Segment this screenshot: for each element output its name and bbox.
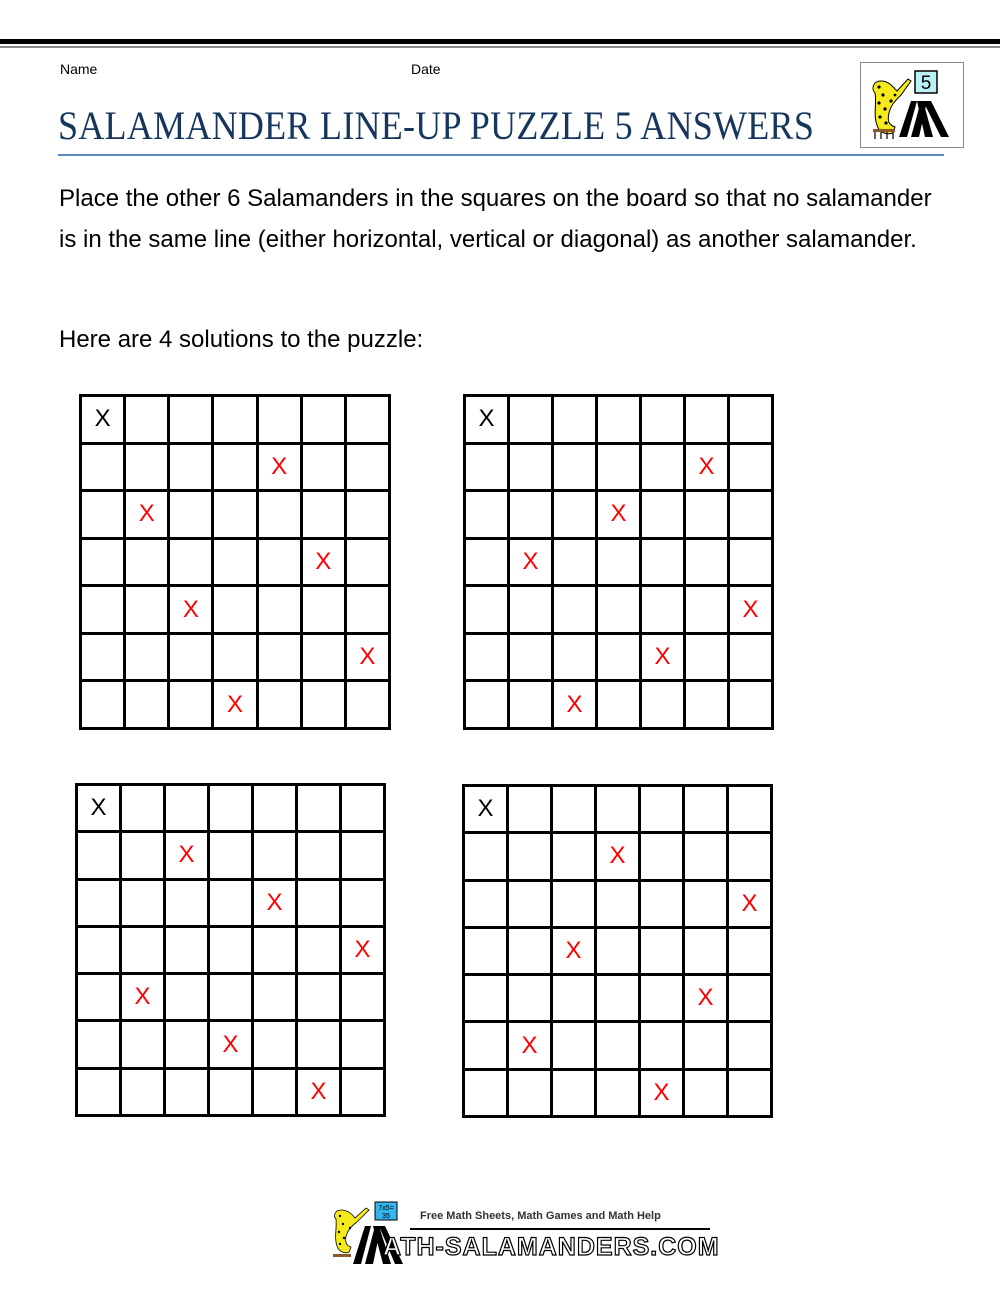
board-cell xyxy=(641,538,685,586)
board-row xyxy=(81,681,390,729)
board-cell xyxy=(596,786,640,833)
answer-salamander-mark: X xyxy=(597,491,641,539)
board-cell xyxy=(465,538,509,586)
board-cell xyxy=(81,538,125,586)
board-cell xyxy=(341,785,385,832)
svg-text:7x5=: 7x5= xyxy=(378,1205,394,1212)
board-cell xyxy=(165,926,209,973)
board-cell xyxy=(552,975,596,1022)
name-label: Name xyxy=(60,61,98,77)
footer-tagline: Free Math Sheets, Math Games and Math Help xyxy=(420,1210,661,1222)
board-cell xyxy=(341,1021,385,1068)
board-cell xyxy=(508,833,552,880)
board-cell xyxy=(81,633,125,681)
board-cell xyxy=(297,785,341,832)
puzzle-board-2 xyxy=(463,394,774,730)
board-cell xyxy=(297,832,341,879)
board-cell xyxy=(77,879,121,926)
board-cell xyxy=(508,927,552,974)
instructions-paragraph: Place the other 6 Salamanders in the squares on the board so that no salamander is in the same line (either horizontal, vertical or diagonal) as another salamander. xyxy=(59,185,932,253)
board-cell xyxy=(121,785,165,832)
answer-salamander-mark: X xyxy=(509,538,553,586)
board-cell xyxy=(169,396,213,444)
board-cell xyxy=(465,586,509,634)
board-cell xyxy=(509,681,553,729)
board-cell xyxy=(596,1022,640,1069)
board-cell xyxy=(729,538,773,586)
board-row xyxy=(81,443,390,491)
answer-salamander-mark: X xyxy=(552,927,596,974)
board-cell xyxy=(685,586,729,634)
board-cell xyxy=(684,880,728,927)
board-cell xyxy=(464,975,508,1022)
board-cell xyxy=(464,927,508,974)
board-cell xyxy=(253,1021,297,1068)
board-row xyxy=(77,1021,385,1068)
board-cell xyxy=(345,538,389,586)
board-cell xyxy=(553,586,597,634)
board-row xyxy=(465,633,773,681)
board-cell xyxy=(464,1069,508,1116)
board-cell xyxy=(464,880,508,927)
board-cell xyxy=(169,633,213,681)
board-cell xyxy=(297,974,341,1021)
board-cell xyxy=(641,586,685,634)
board-cell xyxy=(165,1021,209,1068)
board-cell xyxy=(121,1068,165,1115)
board-cell xyxy=(165,974,209,1021)
board-row xyxy=(77,1068,385,1115)
board-row xyxy=(465,586,773,634)
board-cell xyxy=(641,396,685,444)
board-cell xyxy=(685,681,729,729)
board-cell xyxy=(253,926,297,973)
board-cell xyxy=(641,443,685,491)
board-cell xyxy=(552,880,596,927)
answer-salamander-mark: X xyxy=(257,443,301,491)
answer-salamander-mark: X xyxy=(121,974,165,1021)
board-cell xyxy=(209,926,253,973)
board-cell xyxy=(125,443,169,491)
board-row xyxy=(81,396,390,444)
puzzle-board-4 xyxy=(462,784,773,1118)
page-title: SALAMANDER LINE-UP PUZZLE 5 ANSWERS xyxy=(58,103,815,148)
board-cell xyxy=(553,538,597,586)
board-cell xyxy=(213,586,257,634)
board-cell xyxy=(553,491,597,539)
board-cell xyxy=(729,396,773,444)
board-cell xyxy=(509,443,553,491)
board-cell xyxy=(341,879,385,926)
board-row xyxy=(81,586,390,634)
puzzle-board-3 xyxy=(75,783,386,1117)
answer-salamander-mark: X xyxy=(684,975,728,1022)
board-cell xyxy=(297,926,341,973)
board-row xyxy=(464,927,772,974)
board-row xyxy=(464,833,772,880)
board-cell xyxy=(552,1022,596,1069)
puzzle-board-1 xyxy=(79,394,391,730)
board-row xyxy=(465,396,773,444)
board-cell xyxy=(508,880,552,927)
svg-text:5: 5 xyxy=(920,73,932,94)
title-underline xyxy=(58,154,944,156)
board-cell xyxy=(509,586,553,634)
board-cell xyxy=(597,633,641,681)
given-salamander-mark: X xyxy=(77,785,121,832)
board-cell xyxy=(596,927,640,974)
board-cell xyxy=(77,832,121,879)
board-cell xyxy=(345,396,389,444)
board-cell xyxy=(552,833,596,880)
board-cell xyxy=(729,443,773,491)
board-cell xyxy=(77,974,121,1021)
board-cell xyxy=(508,1069,552,1116)
board-row xyxy=(77,785,385,832)
board-row xyxy=(464,786,772,833)
board-row xyxy=(77,974,385,1021)
board-cell xyxy=(213,538,257,586)
board-cell xyxy=(465,443,509,491)
board-cell xyxy=(301,586,345,634)
board-cell xyxy=(597,538,641,586)
answer-salamander-mark: X xyxy=(209,1021,253,1068)
given-salamander-mark: X xyxy=(81,396,125,444)
board-cell xyxy=(597,681,641,729)
board-cell xyxy=(209,785,253,832)
answer-salamander-mark: X xyxy=(345,633,389,681)
board-cell xyxy=(552,786,596,833)
board-cell xyxy=(169,681,213,729)
answer-salamander-mark: X xyxy=(341,926,385,973)
board-cell xyxy=(597,396,641,444)
date-label: Date xyxy=(411,61,441,77)
board-row xyxy=(464,880,772,927)
board-cell xyxy=(121,1021,165,1068)
board-cell xyxy=(640,1022,684,1069)
board-row xyxy=(465,491,773,539)
board-cell xyxy=(728,927,772,974)
board-cell xyxy=(345,443,389,491)
board-cell xyxy=(640,786,684,833)
board-cell xyxy=(597,586,641,634)
given-salamander-mark: X xyxy=(465,396,509,444)
answer-salamander-mark: X xyxy=(508,1022,552,1069)
board-cell xyxy=(209,974,253,1021)
board-row xyxy=(77,926,385,973)
board-cell xyxy=(257,681,301,729)
board-cell xyxy=(684,786,728,833)
board-cell xyxy=(345,491,389,539)
given-salamander-mark: X xyxy=(464,786,508,833)
board-cell xyxy=(553,633,597,681)
board-cell xyxy=(596,975,640,1022)
board-cell xyxy=(301,633,345,681)
answer-salamander-mark: X xyxy=(213,681,257,729)
board-cell xyxy=(81,443,125,491)
board-cell xyxy=(213,633,257,681)
answer-salamander-mark: X xyxy=(596,833,640,880)
board-cell xyxy=(81,491,125,539)
board-cell xyxy=(685,396,729,444)
board-cell xyxy=(509,491,553,539)
board-cell xyxy=(165,1068,209,1115)
board-cell xyxy=(509,396,553,444)
board-cell xyxy=(77,1068,121,1115)
board-cell xyxy=(728,975,772,1022)
board-row xyxy=(81,633,390,681)
board-row xyxy=(465,538,773,586)
board-cell xyxy=(253,974,297,1021)
board-cell xyxy=(597,443,641,491)
board-cell xyxy=(464,1022,508,1069)
board-cell xyxy=(257,633,301,681)
board-cell xyxy=(728,1069,772,1116)
board-cell xyxy=(685,538,729,586)
footer-logo xyxy=(325,1200,720,1270)
board-cell xyxy=(209,832,253,879)
board-cell xyxy=(509,633,553,681)
board-cell xyxy=(165,879,209,926)
board-cell xyxy=(729,681,773,729)
board-cell xyxy=(77,926,121,973)
board-cell xyxy=(685,633,729,681)
board-cell xyxy=(508,975,552,1022)
board-cell xyxy=(301,443,345,491)
board-cell xyxy=(213,396,257,444)
board-row xyxy=(464,1022,772,1069)
board-cell xyxy=(465,681,509,729)
board-row xyxy=(465,681,773,729)
salamander-easel-icon xyxy=(861,63,963,147)
board-row xyxy=(81,538,390,586)
board-cell xyxy=(81,681,125,729)
board-cell xyxy=(125,396,169,444)
board-cell xyxy=(641,681,685,729)
board-cell xyxy=(301,491,345,539)
board-cell xyxy=(169,491,213,539)
top-rule xyxy=(0,39,1000,44)
answer-salamander-mark: X xyxy=(729,586,773,634)
board-row xyxy=(81,491,390,539)
board-cell xyxy=(81,586,125,634)
board-cell xyxy=(253,1068,297,1115)
svg-text:35: 35 xyxy=(382,1213,390,1220)
solutions-intro: Here are 4 solutions to the puzzle: xyxy=(59,326,424,353)
footer-site-name[interactable]: ATH-SALAMANDERS.COM xyxy=(383,1233,720,1261)
board-cell xyxy=(169,443,213,491)
board-cell xyxy=(641,491,685,539)
board-cell xyxy=(301,681,345,729)
salamander-logo xyxy=(860,62,964,148)
board-cell xyxy=(125,633,169,681)
board-cell xyxy=(684,1022,728,1069)
board-cell xyxy=(125,681,169,729)
board-cell xyxy=(169,538,213,586)
board-cell xyxy=(728,786,772,833)
answer-salamander-mark: X xyxy=(640,1069,684,1116)
board-row xyxy=(464,975,772,1022)
board-cell xyxy=(465,633,509,681)
board-cell xyxy=(253,832,297,879)
answer-salamander-mark: X xyxy=(553,681,597,729)
board-cell xyxy=(345,586,389,634)
board-cell xyxy=(640,880,684,927)
board-row xyxy=(465,443,773,491)
board-cell xyxy=(341,1068,385,1115)
board-cell xyxy=(728,833,772,880)
board-cell xyxy=(165,785,209,832)
board-cell xyxy=(553,396,597,444)
board-cell xyxy=(640,833,684,880)
board-cell xyxy=(297,879,341,926)
board-cell xyxy=(728,1022,772,1069)
board-cell xyxy=(553,443,597,491)
answer-salamander-mark: X xyxy=(165,832,209,879)
board-cell xyxy=(596,880,640,927)
board-cell xyxy=(729,491,773,539)
board-cell xyxy=(121,926,165,973)
answer-salamander-mark: X xyxy=(297,1068,341,1115)
board-row xyxy=(77,832,385,879)
answer-salamander-mark: X xyxy=(253,879,297,926)
board-cell xyxy=(209,879,253,926)
top-rule-thin xyxy=(0,46,1000,48)
board-cell xyxy=(640,927,684,974)
board-cell xyxy=(257,491,301,539)
answer-salamander-mark: X xyxy=(728,880,772,927)
board-cell xyxy=(301,396,345,444)
board-cell xyxy=(213,443,257,491)
answer-salamander-mark: X xyxy=(169,586,213,634)
board-cell xyxy=(729,633,773,681)
board-cell xyxy=(552,1069,596,1116)
board-cell xyxy=(345,681,389,729)
board-cell xyxy=(684,1069,728,1116)
board-cell xyxy=(77,1021,121,1068)
answer-salamander-mark: X xyxy=(641,633,685,681)
board-cell xyxy=(685,491,729,539)
board-cell xyxy=(121,879,165,926)
board-cell xyxy=(341,974,385,1021)
board-cell xyxy=(684,927,728,974)
board-cell xyxy=(213,491,257,539)
board-cell xyxy=(684,833,728,880)
board-cell xyxy=(508,786,552,833)
board-cell xyxy=(640,975,684,1022)
board-cell xyxy=(341,832,385,879)
board-cell xyxy=(297,1021,341,1068)
board-cell xyxy=(596,1069,640,1116)
answer-salamander-mark: X xyxy=(685,443,729,491)
footer-divider xyxy=(410,1228,710,1230)
answer-salamander-mark: X xyxy=(301,538,345,586)
answer-salamander-mark: X xyxy=(125,491,169,539)
board-cell xyxy=(121,832,165,879)
board-cell xyxy=(125,586,169,634)
board-cell xyxy=(465,491,509,539)
board-cell xyxy=(209,1068,253,1115)
board-row xyxy=(464,1069,772,1116)
board-cell xyxy=(125,538,169,586)
board-cell xyxy=(257,586,301,634)
board-cell xyxy=(253,785,297,832)
board-cell xyxy=(257,396,301,444)
board-row xyxy=(77,879,385,926)
board-cell xyxy=(464,833,508,880)
board-cell xyxy=(257,538,301,586)
